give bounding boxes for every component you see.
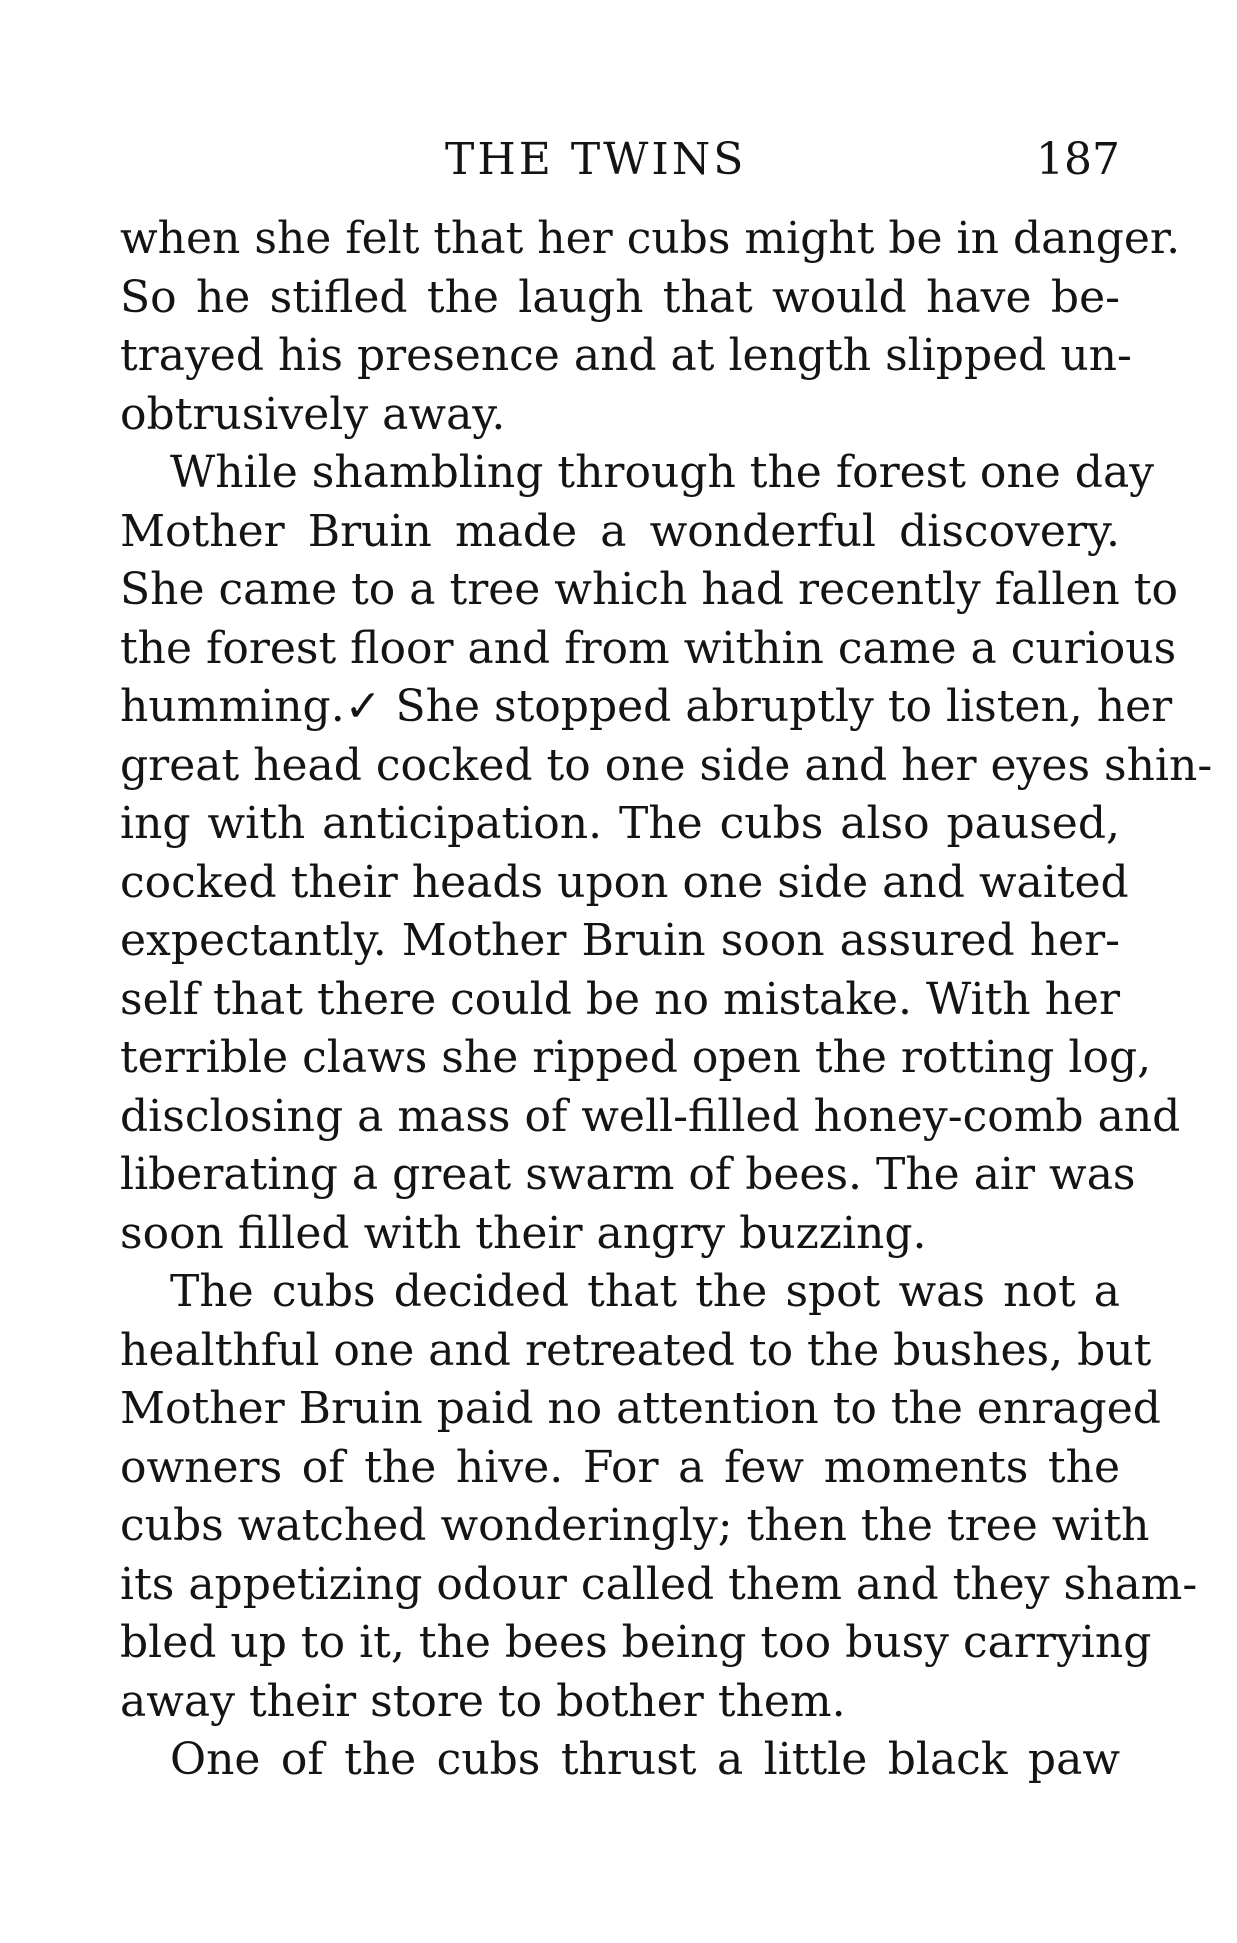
text-line: She came to a tree which had recently fallen to xyxy=(120,564,1178,615)
running-title: THE TWINS xyxy=(445,134,747,185)
text-line: humming.✓ She stopped abruptly to listen, her xyxy=(120,681,1173,732)
text-line: liberating a great swarm of bees. The air was xyxy=(120,1149,1136,1200)
text-line: disclosing a mass of well-filled honey-comb and xyxy=(120,1090,1181,1142)
text-line: its appetizing odour called them and they sham- xyxy=(120,1558,1198,1610)
body-text xyxy=(120,210,1213,1790)
text-line: the forest floor and from within came a curious xyxy=(120,622,1177,674)
text-line: trayed his presence and at length slipped un- xyxy=(120,330,1132,381)
text-line: Mother Bruin made a wonderful discovery. xyxy=(120,505,1120,557)
text-line: cubs watched wonderingly; then the tree with xyxy=(120,1500,1150,1551)
text-line: Mother Bruin paid no attention to the enraged xyxy=(120,1383,1161,1434)
text-line: soon filled with their angry buzzing. xyxy=(120,1207,927,1259)
text-line: The cubs decided that the spot was not a xyxy=(170,1266,1120,1317)
text-line: ing with anticipation. The cubs also paused, xyxy=(120,798,1120,849)
text-line: bled up to it, the bees being too busy carrying xyxy=(120,1617,1152,1668)
running-head xyxy=(120,130,1120,190)
text-line: healthful one and retreated to the bushes, but xyxy=(120,1324,1152,1376)
text-line: One of the cubs thrust a little black paw xyxy=(170,1734,1120,1785)
book-page xyxy=(120,120,1213,1900)
text-line: So he stifled the laugh that would have be- xyxy=(120,271,1120,323)
text-line: when she felt that her cubs might be in danger. xyxy=(120,213,1181,264)
text-line: While shambling through the forest one day xyxy=(170,447,1155,498)
text-line: away their store to bother them. xyxy=(120,1675,846,1727)
text-line: self that there could be no mistake. With her xyxy=(120,973,1120,1025)
text-line: cocked their heads upon one side and waited xyxy=(120,856,1129,908)
page-number: 187 xyxy=(1036,134,1120,185)
text-line: great head cocked to one side and her eyes shin- xyxy=(120,739,1213,791)
text-line: terrible claws she ripped open the rotting log, xyxy=(120,1032,1152,1083)
text-line: expectantly. Mother Bruin soon assured her- xyxy=(120,915,1120,966)
text-line: owners of the hive. For a few moments the xyxy=(120,1441,1120,1493)
text-line: obtrusively away. xyxy=(120,388,506,440)
